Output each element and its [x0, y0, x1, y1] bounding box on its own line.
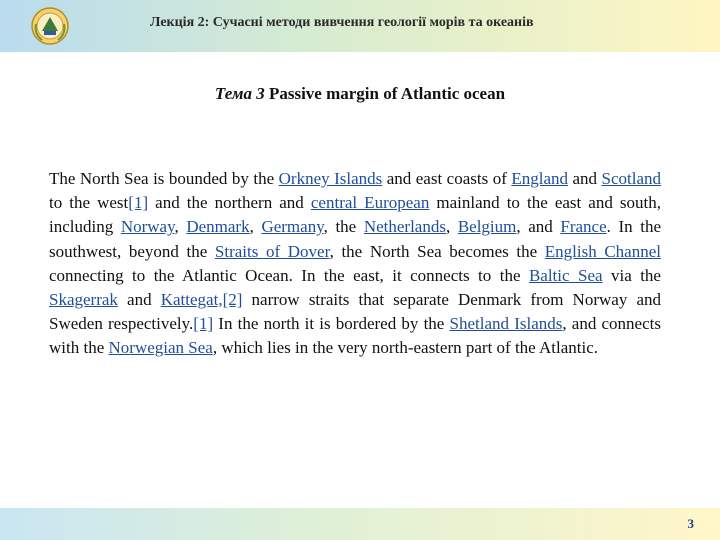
link-shetland-islands[interactable]: Shetland Islands — [449, 314, 563, 334]
text-run: via the — [602, 265, 661, 285]
text-run: The North Sea is bounded by the — [49, 169, 279, 188]
link-scotland[interactable]: Scotland — [601, 169, 661, 188]
text-run: , — [174, 217, 187, 237]
text-run: and — [568, 169, 602, 188]
text-run: . In the southwest, beyond the — [49, 217, 662, 261]
slide-title — [0, 84, 720, 104]
link-straits-of-dover[interactable]: Straits of Dover — [214, 241, 330, 261]
text-run: , the North Sea becomes the — [329, 241, 545, 261]
link-ref-2[interactable]: [2] — [222, 290, 243, 310]
slide-footer — [0, 508, 720, 540]
text-run: narrow straits that separate Denmark from Norway and Sweden respectively. — [49, 290, 661, 334]
text-run: , the — [323, 217, 364, 237]
slide-title-prefix: Тема 3 — [214, 84, 265, 103]
lecture-title: Лекція 2: Сучасні методи вивчення геології морів та океанів — [150, 15, 534, 30]
text-run: to the west — [49, 193, 129, 213]
body-paragraph — [49, 167, 661, 361]
link-central-european[interactable]: central European — [310, 193, 430, 213]
link-english-channel[interactable]: English Channel — [544, 241, 661, 261]
slide-header — [0, 0, 720, 52]
link-belgium[interactable]: Belgium — [457, 217, 517, 237]
link-ref-1[interactable]: [1] — [128, 193, 149, 213]
link-netherlands[interactable]: Netherlands — [363, 217, 446, 237]
link-baltic-sea[interactable]: Baltic Sea — [528, 265, 603, 285]
link-orkney-islands[interactable]: Orkney Islands — [278, 169, 383, 188]
link-skagerrak[interactable]: Skagerrak — [49, 290, 118, 310]
text-run: , — [249, 217, 262, 237]
text-run: and the northern and — [148, 193, 311, 213]
text-run: In the north it is bordered by the — [213, 314, 450, 334]
university-crest-icon — [30, 6, 70, 46]
link-ref-1-second[interactable]: [1] — [193, 314, 214, 334]
link-norway[interactable]: Norway — [120, 217, 175, 237]
slide-title-main: Passive margin of Atlantic ocean — [264, 84, 506, 103]
link-germany[interactable]: Germany — [261, 217, 324, 237]
text-run: and east coasts of — [382, 169, 512, 188]
link-england[interactable]: England — [511, 169, 568, 188]
text-run: mainland to the east and south, including — [49, 193, 662, 237]
text-run: , and — [516, 217, 561, 237]
link-norwegian-sea[interactable]: Norwegian Sea — [108, 338, 213, 358]
text-run: and — [117, 290, 161, 310]
text-run: , which lies in the very north-eastern part of the Atlantic. — [212, 338, 599, 358]
page-number: 3 — [687, 516, 694, 531]
text-run: connecting to the Atlantic Ocean. In the east, it connects to the — [49, 265, 529, 285]
link-france[interactable]: France — [560, 217, 607, 237]
link-denmark[interactable]: Denmark — [186, 217, 250, 237]
text-run: , — [445, 217, 458, 237]
text-run: , and connects with the — [49, 314, 661, 358]
link-kattegat[interactable]: Kattegat, — [160, 290, 223, 310]
